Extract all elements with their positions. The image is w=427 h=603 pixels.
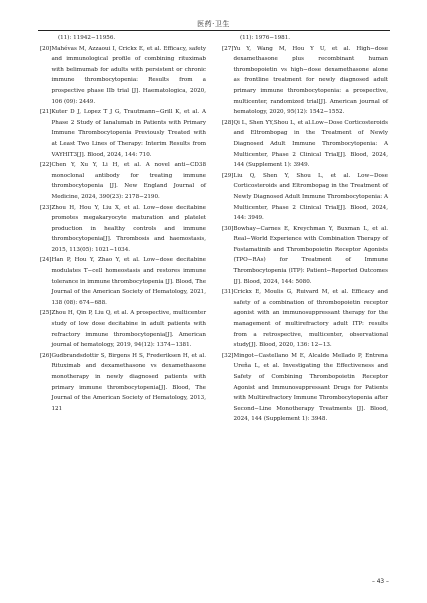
reference-text: (11): 11942−11956. <box>58 35 116 41</box>
reference-text: Chen Y, Xu Y, Li H, et al. A novel anti−CD38 monoclonal antibody for treating immune thrombocytopenia [J]. New England Journal of Medicine, 2024, 390(23): 2178−2190. <box>51 162 206 200</box>
reference-text: Yu Y, Wang M, Hou Y U, et al. High−dose dexamethasone plus recombinant human thrombopoietin vs high−dose dexamethasone alone as frontline treatment for newly diagnosed adult primary immune thrombocytopenia: a prospective, multicenter, randomized trial[J]. American journal of hematology, 2020, 95(12): 1542−1552. <box>233 45 388 116</box>
reference-number: [27] <box>222 45 234 52</box>
page-number: – 43 – <box>372 579 389 585</box>
reference-item <box>40 44 206 108</box>
reference-text: (11): 1976−1981. <box>240 35 291 41</box>
right-reference-column <box>222 33 388 425</box>
reference-number: [31] <box>222 289 234 296</box>
reference-number: [28] <box>222 119 234 126</box>
reference-number: [21] <box>40 109 52 116</box>
reference-text: Liu Q, Shen Y, Shou L, et al. Low−Dose Corticosteroids and Eltrombopag in the Treatment of Newly Diagnosed Adult Immune Thrombocytopenia: A Multicenter, Phase 2 Clinical Trial[J]. Blood, 2024, 144: 3949. <box>233 172 388 222</box>
reference-text: Zhou H, Qin P, Liu Q, et al. A prospective, multicenter study of low dose decitabine in adult patients with refractory immune thrombocytopenia[J]. American journal of hematology, 2019, 94(12): 1374−1381. <box>51 310 206 349</box>
reference-item <box>222 287 388 351</box>
reference-continuation <box>40 33 206 44</box>
reference-text: Qi L, Shen YY,Shou L, et al.Low−Dose Corticosteroids and Eltrombopag in the Treatment of Newly Diagnosed Adult Immune Thrombocytopenia: A Multicenter, Phase 2 Clinical Trial[J]. Blood, 2024, 144 (Supplement 1): 3949. <box>233 119 388 169</box>
reference-text: Zhou H, Hou Y, Liu X, et al. Low−dose decitabine promotes megakaryocyte maturation and platelet production in healthy controls and immune thrombocytopenia[J]. Thrombosis and haemostasis, 2015, 113(05): 1021−1034. <box>51 204 206 253</box>
left-reference-column <box>40 33 206 414</box>
reference-number: [23] <box>40 204 52 211</box>
reference-item <box>222 224 388 288</box>
reference-item <box>222 351 388 425</box>
reference-number: [24] <box>40 257 52 264</box>
reference-text: Mingot−Castellano M E, Alcalde Mellado P, Entrena Ureña L, et al. Investigating the Effectiveness and Safety of Combining Thrombopoietin Receptor Agonist and Immunosuppressant Drugs for Patients with Multirefractory Immune Thrombocytopenia after Second−Line Monotherapy Treatments [J]. Blood, 2024, 144 (Supplement 1): 3948. <box>233 352 388 423</box>
reference-item <box>40 255 206 308</box>
reference-number: [30] <box>222 225 234 232</box>
header-rule <box>38 30 390 31</box>
reference-item <box>40 107 206 160</box>
reference-item <box>222 118 388 171</box>
running-header: 医药·卫生 <box>197 20 230 28</box>
reference-text: Kuter D J, Lopez T J G, Trautmann−Grill K, et al. A Phase 2 Study of Ianalumab in Patients with Primary Immune Thrombocytopenia Previously Treated with at Least Two Lines of Therapy: Interim Results from VAYHIT3[J]. Blood, 2024, 144: 710. <box>51 109 206 158</box>
reference-number: [26] <box>40 352 52 359</box>
reference-text: Bowhay−Carnes E, Kreychman Y, Buxman L, et al. Real−World Experience with Combination Therapy of Fostamatinib and Thrombopoietin Receptor Agonists (TPO−RAs) for Treatment of Immune Thrombocytopenia (ITP): Patient−Reported Outcomes [J]. Blood, 2024, 144: 5080. <box>233 225 388 285</box>
reference-item <box>40 308 206 350</box>
reference-item <box>40 160 206 202</box>
reference-item <box>222 171 388 224</box>
reference-text: Han P, Hou Y, Zhao Y, et al. Low−dose decitabine modulates T−cell homeostasis and restores immune tolerance in immune thrombocytopenia [J]. Blood, The Journal of the American Society of Hematology, 2021, 138 (08): 674−688. <box>51 257 206 306</box>
reference-continuation <box>222 33 388 44</box>
reference-number: [25] <box>40 310 52 317</box>
reference-item <box>40 203 206 256</box>
reference-text: Crickx E, Moulis G, Ruivard M, et al. Efficacy and safety of a combination of thrombopoietin receptor agonist with an immunosuppressant therapy for the management of multirefractory adult ITP: results from a retrospective, multicenter, observational study[J]. Blood, 2020, 136: 12−13. <box>233 289 388 349</box>
reference-number: [22] <box>40 162 52 169</box>
reference-item <box>40 351 206 415</box>
reference-number: [20] <box>40 45 52 52</box>
reference-number: [32] <box>222 352 234 359</box>
reference-text: Mahévas M, Azzaoui I, Crickx E, et al. Efficacy, safety and immunological profile of combining rituximab with belimumab for adults with persistent or chronic immune thrombocytopenia: Results from a prospective phase IIb trial [J]. Haematologica, 2020, 106 (09): 2449. <box>51 45 206 105</box>
reference-text: Gudbrandsdottir S, Birgens H S, Frederiksen H, et al. Rituximab and dexamethasone vs dexamethasone monotherapy in newly diagnosed patients with primary immune thrombocytopenia[J]. Blood, The Journal of the American Society of Hematology, 2013, 121 <box>51 352 206 412</box>
reference-item <box>222 44 388 118</box>
reference-number: [29] <box>222 172 234 179</box>
